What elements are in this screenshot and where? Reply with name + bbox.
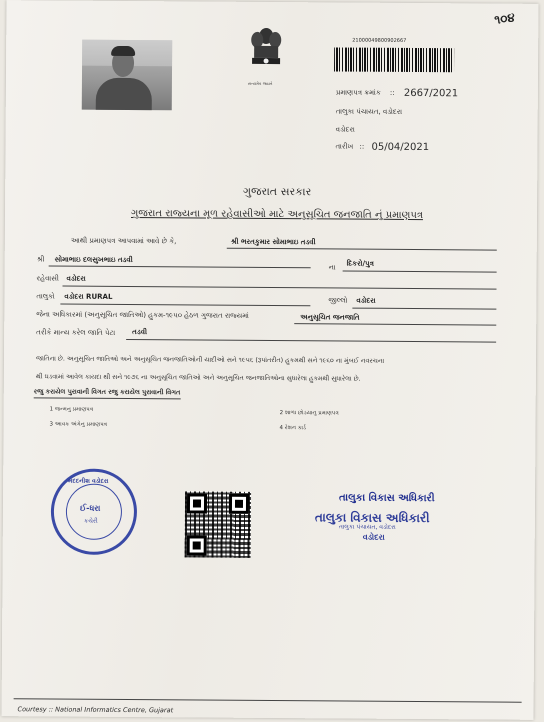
father-name: સોમાભાઇ દલસુખભાઇ તડવી xyxy=(54,255,133,265)
state-emblem-icon xyxy=(244,24,288,80)
cert-number-sep: :: xyxy=(389,88,395,97)
proofs-heading: રજુ કરાયેલ પુરાવાની વિગત રજુ કરાયેલ પુરાવાની વિગત xyxy=(34,388,181,399)
taluka-office: તાલુકા પંચાયત, વડોદરા xyxy=(335,107,403,116)
resident-value: વડોદરા xyxy=(66,274,86,283)
subcaste: તડવી xyxy=(132,328,148,337)
government-title: ગુજરાત સરકાર xyxy=(242,184,312,199)
taluka-label: તાલુકો xyxy=(36,292,55,301)
proof-item-1: 1 જન્મનુ પ્રમાણપત્ર xyxy=(49,406,94,413)
recognized-text: તરીકે માન્ય કરેલ જાતિ પેટા xyxy=(36,328,116,337)
signature-line-2: તાલુકા વિકાસ અધિકારી xyxy=(314,510,430,526)
na-label: ના xyxy=(328,263,336,272)
body-line-2: થી ઘડવામાં આવેલ કાયદા થી સને ૧૯૭૬ ના અનુસૂચિત જાતિઓ અને અનુસૂચિત જનજાતિઓના સુધારેલા હુકમથી સુધારેલા છે. xyxy=(35,372,361,383)
taluka-value: વડોદરા RURAL xyxy=(64,292,113,301)
barcode xyxy=(334,47,454,72)
cert-number-label: પ્રમાણપત્ર ક્રમાંક xyxy=(335,88,381,97)
barcode-number: 21000049800902667 xyxy=(352,37,407,44)
courtesy-text: Courtesy :: National Informatics Centre, Gujarat xyxy=(17,705,174,715)
proof-item-2: 2 શાળા છોડયાનુ પ્રમાણપત્ર xyxy=(279,410,339,417)
order-text: જેના અધિકારમાં (અનુસૂચિત જાતિઓ) હુકમ-૧૯૫૦ હેઠળ ગુજરાત રાજ્યમાં xyxy=(36,310,249,320)
district-label: જીલ્લો xyxy=(328,296,348,305)
stamp-ring-text: મદદનીશ વડોદરા xyxy=(68,477,109,485)
relation: દિકરો/પુત્ર xyxy=(346,259,374,268)
office-stamp xyxy=(51,468,138,555)
stamp-sub-text: કચેરી xyxy=(83,517,98,525)
shri-label: શ્રી xyxy=(36,255,45,264)
footer-line xyxy=(14,698,522,703)
category: અનુસૂચિત જનજાતિ xyxy=(300,313,360,322)
resident-label: રહેવાસી xyxy=(36,274,59,283)
certificate-title: ગુજરાત રાજ્યના મૂળ રહેવાસીઓ માટે અનુસૂચિત જનજાતિ નું પ્રમાણપત્ર xyxy=(130,208,424,222)
certificate-paper xyxy=(2,0,539,720)
district-value: વડોદરા xyxy=(356,296,376,305)
signature-line-4: વડોદરા xyxy=(362,532,385,542)
intro-text: આથી પ્રમાણપત્ર આપવામાં આવે છે કે, xyxy=(70,236,177,246)
signature-line-1: તાલુકા વિકાસ અધિકારી xyxy=(338,492,435,505)
page-number: ૧૦૪ xyxy=(493,10,516,27)
date-label: તારીખ xyxy=(335,142,354,151)
emblem-motto: સત્યમેવ જયતે xyxy=(247,80,273,87)
body-line-1: જાતિના છે. અનુસૂચિત જાતિઓ અને અનુસૂચિત જનજાતિઓની યાદીઓ સને ૧૯૫૬ (રૂપાંતરીત) હુકમથી સને ૧૯૬૦ ના મુંબઈ નવરચના xyxy=(35,354,385,365)
date-sep: :: xyxy=(359,142,365,151)
proof-item-3: 3 આવક અંગેનુ પ્રમાણપત્ર xyxy=(49,421,108,428)
stamp-center-text: ઈ-ધરા xyxy=(79,503,101,513)
cert-number: 2667/2021 xyxy=(403,87,459,100)
date-value: 05/04/2021 xyxy=(371,141,430,154)
qr-code xyxy=(185,491,251,557)
signature-line-3: તાલુકા પંચાયત, વડોદરા xyxy=(338,523,396,531)
proof-item-4: 4 રેશન કાર્ડ xyxy=(279,425,306,432)
applicant-photo xyxy=(82,40,172,111)
applicant-name: શ્રી ભરતકુમાર સોમાભાઇ તડવી xyxy=(230,237,316,247)
office-city: વડોદરા xyxy=(335,125,355,134)
